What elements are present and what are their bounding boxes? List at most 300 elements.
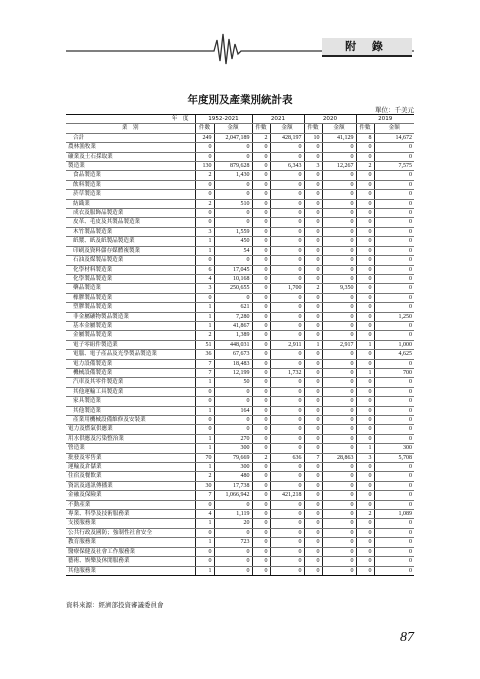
- count-cell: 70: [195, 453, 214, 462]
- count-cell: 1: [356, 444, 374, 453]
- amount-cell: 0: [374, 218, 414, 227]
- industry-label: 製造業: [66, 162, 195, 171]
- industry-label: 塑膠製品製造業: [66, 303, 195, 312]
- amount-cell: 0: [270, 425, 304, 434]
- table-row: [66, 303, 414, 312]
- amount-cell: 510: [214, 199, 252, 208]
- amount-cell: 0: [270, 547, 304, 556]
- amount-cell: 0: [322, 227, 356, 236]
- industry-label: 合計: [66, 133, 195, 142]
- industry-label: 產業用機械設備維修及安裝業: [66, 416, 195, 425]
- count-cell: 0: [356, 434, 374, 443]
- period-header: 2021: [252, 115, 304, 124]
- amount-cell: 0: [270, 397, 304, 406]
- count-cell: 1: [195, 237, 214, 246]
- table-row: [66, 256, 414, 265]
- amount-cell: 0: [322, 566, 356, 575]
- count-cell: 0: [195, 218, 214, 227]
- amount-cell: 0: [322, 416, 356, 425]
- amount-cell: 300: [214, 444, 252, 453]
- amount-cell: 1,066,942: [214, 491, 252, 500]
- count-cell: 0: [252, 425, 270, 434]
- amount-cell: 300: [214, 463, 252, 472]
- count-cell: 2: [195, 171, 214, 180]
- count-cell: 0: [356, 284, 374, 293]
- amount-cell: 0: [214, 190, 252, 199]
- amount-cell: 0: [270, 519, 304, 528]
- count-cell: 0: [304, 416, 322, 425]
- count-cell: 0: [304, 519, 322, 528]
- count-cell: 0: [252, 538, 270, 547]
- amount-cell: 0: [374, 209, 414, 218]
- count-cell: 0: [195, 416, 214, 425]
- table-row: [66, 416, 414, 425]
- count-cell: 1: [304, 340, 322, 349]
- count-cell: 0: [304, 444, 322, 453]
- count-cell: 10: [304, 133, 322, 142]
- industry-label: 金融及保險業: [66, 491, 195, 500]
- amount-cell: 879,628: [214, 162, 252, 171]
- count-cell: 0: [356, 265, 374, 274]
- count-cell: 0: [304, 368, 322, 377]
- industry-label: 用水供應及污染整治業: [66, 434, 195, 443]
- amount-cell: 0: [270, 331, 304, 340]
- industry-label: 其他製造業: [66, 406, 195, 415]
- amount-cell: 0: [322, 538, 356, 547]
- industry-label: 汽車及其零件製造業: [66, 378, 195, 387]
- amount-cell: 79,669: [214, 453, 252, 462]
- count-cell: 0: [252, 274, 270, 283]
- count-cell: 0: [356, 312, 374, 321]
- count-cell: 0: [356, 331, 374, 340]
- table-row: [66, 547, 414, 556]
- amount-cell: 0: [270, 246, 304, 255]
- count-cell: 249: [195, 133, 214, 142]
- amount-cell: 0: [270, 190, 304, 199]
- amount-cell: 0: [374, 293, 414, 302]
- amount-cell: 0: [374, 237, 414, 246]
- count-cell: 0: [304, 538, 322, 547]
- amount-cell: 2,911: [270, 340, 304, 349]
- count-cell: 0: [356, 359, 374, 368]
- amount-header: 金額: [270, 124, 304, 133]
- count-cell: 0: [304, 265, 322, 274]
- amount-cell: 0: [374, 359, 414, 368]
- amount-cell: 480: [214, 472, 252, 481]
- amount-cell: 0: [214, 416, 252, 425]
- industry-label: 化學製品製造業: [66, 274, 195, 283]
- amount-cell: 0: [270, 312, 304, 321]
- table-row: [66, 434, 414, 443]
- amount-cell: 0: [322, 218, 356, 227]
- amount-cell: 2,047,189: [214, 133, 252, 142]
- industry-label: 皮革、毛皮及其製品製造業: [66, 218, 195, 227]
- industry-label: 紡織業: [66, 199, 195, 208]
- amount-cell: 0: [322, 397, 356, 406]
- count-header: 件數: [195, 124, 214, 133]
- amount-cell: 0: [270, 256, 304, 265]
- amount-cell: 0: [374, 416, 414, 425]
- count-cell: 0: [356, 350, 374, 359]
- amount-cell: 1,250: [374, 312, 414, 321]
- amount-cell: 0: [270, 463, 304, 472]
- amount-cell: 0: [374, 303, 414, 312]
- industry-label: 印刷及資料儲存媒體複製業: [66, 246, 195, 255]
- count-cell: 0: [356, 199, 374, 208]
- count-cell: 0: [252, 481, 270, 490]
- industry-label: 運輸及倉儲業: [66, 463, 195, 472]
- table-row: [66, 444, 414, 453]
- period-header: 2020: [304, 115, 356, 124]
- industry-label: 資訊及通訊傳播業: [66, 481, 195, 490]
- industry-label: 教育服務業: [66, 538, 195, 547]
- count-cell: 0: [195, 557, 214, 566]
- count-cell: 0: [252, 547, 270, 556]
- count-cell: 1: [195, 444, 214, 453]
- count-cell: 6: [195, 265, 214, 274]
- amount-cell: 0: [374, 190, 414, 199]
- amount-cell: 164: [214, 406, 252, 415]
- amount-cell: 9,350: [322, 284, 356, 293]
- count-cell: 0: [304, 190, 322, 199]
- amount-cell: 0: [374, 331, 414, 340]
- count-cell: 7: [195, 359, 214, 368]
- industry-label: 不動產業: [66, 500, 195, 509]
- count-cell: 51: [195, 340, 214, 349]
- count-cell: 0: [252, 350, 270, 359]
- amount-cell: 10,168: [214, 274, 252, 283]
- amount-cell: 28,863: [322, 453, 356, 462]
- count-cell: 0: [195, 547, 214, 556]
- count-cell: 2: [195, 199, 214, 208]
- count-cell: 0: [304, 331, 322, 340]
- amount-cell: 0: [374, 557, 414, 566]
- amount-cell: 0: [214, 143, 252, 152]
- count-cell: 0: [252, 199, 270, 208]
- amount-cell: 0: [214, 397, 252, 406]
- amount-cell: 621: [214, 303, 252, 312]
- amount-cell: 0: [374, 434, 414, 443]
- amount-cell: 300: [374, 444, 414, 453]
- unit-label: 單位：千美元: [375, 106, 414, 114]
- industry-label: 化學材料製造業: [66, 265, 195, 274]
- count-cell: 0: [356, 143, 374, 152]
- amount-cell: 1,089: [374, 510, 414, 519]
- year-corner-label: 年 度: [66, 115, 195, 124]
- count-cell: 1: [195, 434, 214, 443]
- table-row: [66, 481, 414, 490]
- count-cell: 0: [252, 180, 270, 189]
- amount-cell: 0: [374, 284, 414, 293]
- amount-cell: 0: [322, 237, 356, 246]
- count-cell: 0: [356, 397, 374, 406]
- table-row: [66, 152, 414, 161]
- amount-cell: 0: [270, 152, 304, 161]
- amount-cell: 0: [214, 425, 252, 434]
- count-cell: 1: [195, 463, 214, 472]
- count-cell: 0: [252, 303, 270, 312]
- amount-cell: 0: [322, 463, 356, 472]
- table-row: [66, 180, 414, 189]
- amount-cell: 17,045: [214, 265, 252, 274]
- amount-cell: 0: [214, 547, 252, 556]
- amount-cell: 0: [322, 256, 356, 265]
- industry-label: 批發及零售業: [66, 453, 195, 462]
- amount-cell: 0: [270, 510, 304, 519]
- count-cell: 0: [356, 274, 374, 283]
- amount-cell: 0: [270, 566, 304, 575]
- count-cell: 0: [252, 397, 270, 406]
- amount-cell: 0: [322, 246, 356, 255]
- count-cell: 1: [356, 368, 374, 377]
- statistics-table: [66, 114, 414, 576]
- industry-label: 菸草製造業: [66, 190, 195, 199]
- amount-cell: 0: [270, 350, 304, 359]
- count-cell: 1: [195, 246, 214, 255]
- amount-cell: 0: [374, 265, 414, 274]
- count-cell: 0: [356, 293, 374, 302]
- count-cell: 0: [252, 557, 270, 566]
- count-cell: 0: [356, 481, 374, 490]
- amount-cell: 0: [374, 378, 414, 387]
- industry-label: 其他服務業: [66, 566, 195, 575]
- count-cell: 1: [195, 406, 214, 415]
- count-cell: 0: [252, 143, 270, 152]
- source-note: 資料來源：經濟部投資審議委員會: [66, 601, 164, 609]
- amount-cell: 0: [214, 387, 252, 396]
- count-cell: 0: [252, 368, 270, 377]
- amount-cell: 4,625: [374, 350, 414, 359]
- amount-cell: 0: [270, 237, 304, 246]
- count-cell: 1: [195, 321, 214, 330]
- table-row: [66, 265, 414, 274]
- count-cell: 0: [304, 293, 322, 302]
- count-cell: 0: [304, 425, 322, 434]
- amount-cell: 0: [270, 538, 304, 547]
- count-cell: 0: [252, 256, 270, 265]
- count-cell: 30: [195, 481, 214, 490]
- count-cell: 0: [195, 209, 214, 218]
- amount-cell: 0: [322, 190, 356, 199]
- count-cell: 0: [252, 237, 270, 246]
- count-cell: 0: [356, 190, 374, 199]
- industry-label: 營造業: [66, 444, 195, 453]
- count-cell: 0: [252, 246, 270, 255]
- amount-cell: 0: [270, 434, 304, 443]
- count-cell: 0: [304, 463, 322, 472]
- amount-cell: 0: [322, 368, 356, 377]
- amount-cell: 700: [374, 368, 414, 377]
- count-cell: 0: [356, 152, 374, 161]
- count-cell: 0: [252, 387, 270, 396]
- amount-cell: 0: [214, 209, 252, 218]
- amount-cell: 1,119: [214, 510, 252, 519]
- table-row: [66, 284, 414, 293]
- count-cell: 0: [252, 293, 270, 302]
- table-row: [66, 368, 414, 377]
- amount-cell: 0: [270, 481, 304, 490]
- amount-cell: 0: [374, 199, 414, 208]
- industry-label: 公共行政及國防；強制性社會安全: [66, 528, 195, 537]
- table-row: [66, 143, 414, 152]
- count-cell: 0: [304, 218, 322, 227]
- count-cell: 4: [195, 274, 214, 283]
- count-cell: 0: [195, 143, 214, 152]
- amount-cell: 0: [214, 528, 252, 537]
- amount-cell: 2,917: [322, 340, 356, 349]
- count-cell: 0: [195, 528, 214, 537]
- amount-cell: 0: [374, 528, 414, 537]
- industry-label: 電力及燃氣供應業: [66, 425, 195, 434]
- count-cell: 0: [252, 171, 270, 180]
- amount-cell: 0: [322, 171, 356, 180]
- count-cell: 0: [252, 416, 270, 425]
- amount-cell: 0: [374, 463, 414, 472]
- amount-cell: 0: [270, 387, 304, 396]
- amount-cell: 0: [322, 472, 356, 481]
- amount-cell: 0: [374, 397, 414, 406]
- amount-cell: 0: [374, 227, 414, 236]
- count-cell: 0: [304, 256, 322, 265]
- count-cell: 0: [252, 321, 270, 330]
- count-cell: 0: [252, 190, 270, 199]
- count-cell: 0: [356, 472, 374, 481]
- count-cell: 0: [356, 491, 374, 500]
- amount-cell: 0: [374, 321, 414, 330]
- header-row-periods: [66, 115, 414, 124]
- count-cell: 3: [195, 284, 214, 293]
- amount-cell: 0: [374, 274, 414, 283]
- count-cell: 0: [304, 481, 322, 490]
- count-cell: 0: [195, 500, 214, 509]
- count-cell: 0: [304, 387, 322, 396]
- table-row: [66, 359, 414, 368]
- amount-cell: 12,267: [322, 162, 356, 171]
- amount-cell: 1,389: [214, 331, 252, 340]
- count-cell: 0: [304, 199, 322, 208]
- count-cell: 0: [252, 378, 270, 387]
- amount-cell: 41,867: [214, 321, 252, 330]
- count-cell: 0: [356, 246, 374, 255]
- amount-cell: 0: [374, 425, 414, 434]
- industry-label: 藥品製造業: [66, 284, 195, 293]
- amount-cell: 0: [214, 557, 252, 566]
- amount-cell: 1,732: [270, 368, 304, 377]
- industry-label: 電腦、電子產品及光學製品製造業: [66, 350, 195, 359]
- table-row: [66, 246, 414, 255]
- count-header: 件數: [304, 124, 322, 133]
- industry-label: 藝術、娛樂及休閒服務業: [66, 557, 195, 566]
- amount-cell: 1,700: [270, 284, 304, 293]
- count-cell: 0: [356, 387, 374, 396]
- table-row: [66, 274, 414, 283]
- amount-cell: 0: [374, 246, 414, 255]
- table-row: [66, 528, 414, 537]
- amount-cell: 7,280: [214, 312, 252, 321]
- count-cell: 1: [195, 312, 214, 321]
- count-cell: 0: [304, 312, 322, 321]
- count-cell: 0: [356, 519, 374, 528]
- count-cell: 0: [356, 528, 374, 537]
- industry-label: 礦業及土石採取業: [66, 152, 195, 161]
- amount-cell: 0: [270, 227, 304, 236]
- count-cell: 0: [252, 491, 270, 500]
- count-cell: 0: [304, 227, 322, 236]
- amount-cell: 0: [214, 152, 252, 161]
- count-cell: 0: [252, 510, 270, 519]
- count-cell: 0: [252, 528, 270, 537]
- count-cell: 3: [304, 162, 322, 171]
- table-row: [66, 237, 414, 246]
- amount-cell: 0: [322, 510, 356, 519]
- count-cell: 0: [356, 463, 374, 472]
- count-cell: 1: [356, 340, 374, 349]
- count-cell: 0: [195, 152, 214, 161]
- table-row: [66, 510, 414, 519]
- count-cell: 2: [304, 284, 322, 293]
- amount-cell: 0: [322, 152, 356, 161]
- amount-cell: 0: [322, 274, 356, 283]
- amount-cell: 1,430: [214, 171, 252, 180]
- amount-cell: 0: [322, 199, 356, 208]
- industry-label: 專業、科學及技術服務業: [66, 510, 195, 519]
- count-cell: 0: [304, 274, 322, 283]
- count-cell: 0: [356, 425, 374, 434]
- amount-cell: 0: [270, 303, 304, 312]
- count-cell: 0: [304, 359, 322, 368]
- amount-cell: 12,199: [214, 368, 252, 377]
- industry-label: 紙漿、紙及紙製品製造業: [66, 237, 195, 246]
- amount-cell: 0: [270, 274, 304, 283]
- count-cell: 0: [304, 171, 322, 180]
- amount-cell: 0: [270, 143, 304, 152]
- count-cell: 0: [252, 209, 270, 218]
- amount-cell: 0: [270, 321, 304, 330]
- amount-cell: 54: [214, 246, 252, 255]
- count-cell: 0: [252, 519, 270, 528]
- count-cell: 0: [304, 143, 322, 152]
- count-cell: 0: [252, 566, 270, 575]
- table-row: [66, 133, 414, 142]
- amount-cell: 0: [322, 387, 356, 396]
- amount-cell: 0: [374, 180, 414, 189]
- amount-cell: 0: [322, 425, 356, 434]
- period-header: 1952-2021: [195, 115, 252, 124]
- amount-cell: 250,655: [214, 284, 252, 293]
- count-cell: 0: [356, 547, 374, 556]
- amount-cell: 0: [214, 500, 252, 509]
- amount-cell: 0: [322, 491, 356, 500]
- table-row: [66, 209, 414, 218]
- amount-cell: 450: [214, 237, 252, 246]
- count-cell: 0: [252, 406, 270, 415]
- table-row: [66, 218, 414, 227]
- count-cell: 0: [304, 397, 322, 406]
- industry-label: 其他運輸工具製造業: [66, 387, 195, 396]
- amount-cell: 0: [214, 180, 252, 189]
- amount-cell: 0: [322, 350, 356, 359]
- amount-cell: 0: [322, 481, 356, 490]
- count-cell: 0: [195, 387, 214, 396]
- count-cell: 0: [304, 152, 322, 161]
- count-cell: 2: [252, 453, 270, 462]
- industry-label: 食品製造業: [66, 171, 195, 180]
- amount-cell: 0: [322, 547, 356, 556]
- amount-cell: 0: [270, 444, 304, 453]
- table-row: [66, 538, 414, 547]
- count-cell: 0: [304, 528, 322, 537]
- amount-cell: 0: [322, 293, 356, 302]
